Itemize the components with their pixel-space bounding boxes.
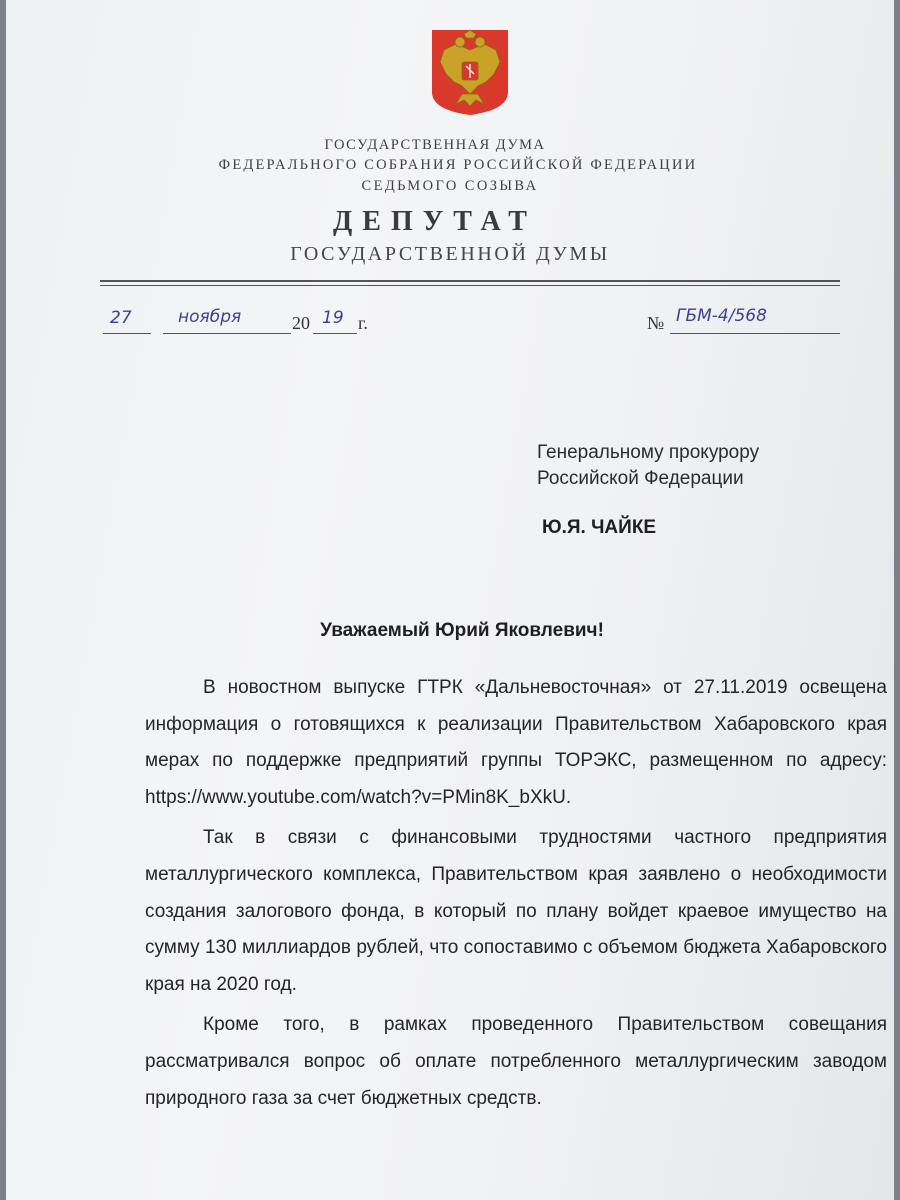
paragraph-3: Кроме того, в рамках проведенного Правительством совещания рассматривался вопрос об оплате потребленного металлургическим заводом природного газа за счет бюджетных средств.	[145, 1014, 887, 1109]
header-subtitle: ГОСУДАРСТВЕННОЙ ДУМЫ	[290, 243, 610, 265]
letter-body	[145, 670, 887, 1121]
date-day-line	[103, 333, 151, 334]
header-convocation: СЕДЬМОГО СОЗЫВА	[361, 178, 539, 194]
addressee-organization: Российской Федерации	[537, 468, 744, 489]
paragraph-1: В новостном выпуске ГТРК «Дальневосточная» от 27.11.2019 освещена информация о готовящихся к реализации Правительством Хабаровского края мерах по поддержке предприятий группы ТОРЭКС, размещенном по адресу: https://www.youtube.com/watch?v=PMin8K_bXkU.	[145, 677, 887, 808]
coat-of-arms-icon	[426, 28, 514, 116]
header-duma: ГОСУДАРСТВЕННАЯ ДУМА	[324, 137, 546, 153]
date-year-line	[313, 333, 357, 334]
date-day: 27	[110, 308, 132, 328]
reference-line	[670, 333, 840, 334]
addressee-name: Ю.Я. ЧАЙКЕ	[542, 517, 657, 538]
header-divider-thin	[100, 285, 840, 286]
header-federal-assembly: ФЕДЕРАЛЬНОГО СОБРАНИЯ РОССИЙСКОЙ ФЕДЕРАЦИИ	[218, 157, 698, 173]
date-month: ноября	[178, 307, 242, 327]
reference-number: ГБМ-4/568	[676, 306, 767, 326]
header-divider	[100, 280, 840, 282]
date-suffix: г.	[358, 313, 368, 333]
paragraph-2: Так в связи с финансовыми трудностями частного предприятия металлургического комплекса, Правительством края заявлено о необходимости создания залогового фонда, в который по плану войдет краевое имущество на сумму 130 миллиардов рублей, что сопоставимо с объемом бюджета Хабаровского края на 2020 год.	[145, 827, 887, 995]
date-year: 19	[322, 308, 344, 328]
salutation: Уважаемый Юрий Яковлевич!	[320, 620, 604, 641]
addressee-position: Генеральному прокурору	[537, 442, 760, 463]
addressee-block	[537, 440, 759, 492]
reference-prefix: №	[647, 313, 665, 333]
date-century: 20	[292, 313, 310, 333]
header-title: ДЕПУТАТ	[333, 206, 537, 237]
date-month-line	[163, 333, 291, 334]
